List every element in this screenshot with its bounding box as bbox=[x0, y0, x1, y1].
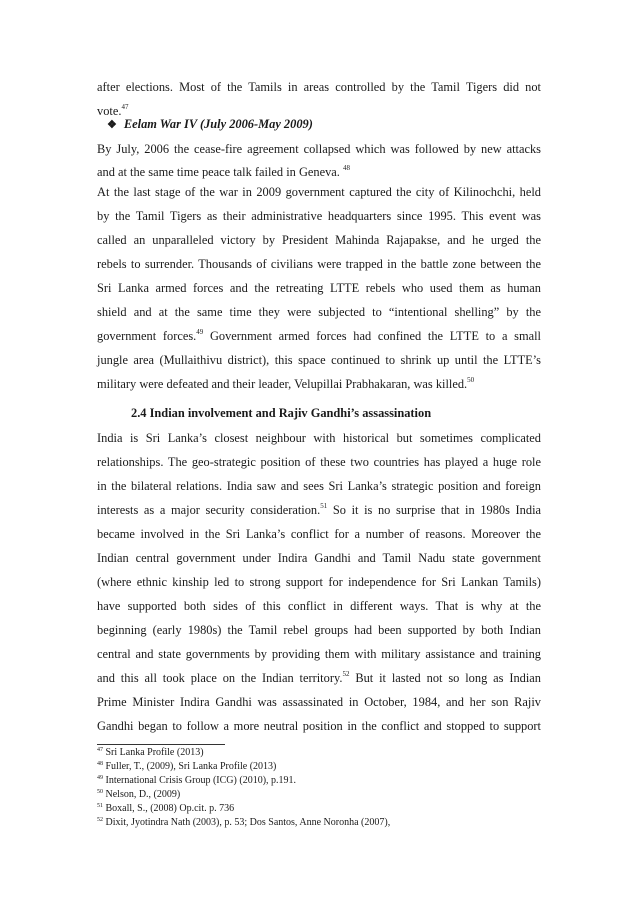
body-line: in the bilateral relations. India saw and sees Sri Lanka’s strategic position and foreign bbox=[97, 479, 541, 493]
diamond-bullet-icon: ❖ bbox=[107, 119, 117, 131]
body-line: became involved in the Sri Lanka’s conflict for a number of reasons. Moreover the bbox=[97, 527, 541, 541]
footnote: $^{51}$ Boxall, S., (2008) Op.cit. p. 736 bbox=[97, 803, 235, 814]
body-line: Indian central government under Indira Gandhi and Tamil Nadu state government bbox=[97, 551, 541, 565]
body-line: vote.$^{47}$ bbox=[97, 103, 129, 118]
footnote-ref: 47 bbox=[121, 103, 129, 111]
footnote-ref: 50 bbox=[467, 376, 475, 384]
body-line: shield and at the same time they were subjected to “intentional shelling” by the bbox=[97, 305, 541, 319]
footnote-ref: 51 bbox=[320, 502, 328, 510]
body-line: have supported both sides of this conflict in different ways. That is why at the bbox=[97, 599, 541, 613]
body-line: (where ethnic kinship led to strong support for independence for Sri Lankan Tamils) bbox=[97, 575, 541, 589]
section-heading: 2.4 Indian involvement and Rajiv Gandhi’s assassination bbox=[131, 406, 432, 420]
body-line: called an unparalleled victory by President Mahinda Rajapakse, and he urged the bbox=[97, 233, 541, 247]
footnote: $^{47}$ Sri Lanka Profile (2013) bbox=[97, 747, 204, 758]
footnote: $^{50}$ Nelson, D., (2009) bbox=[97, 789, 181, 800]
body-line: rebels to surrender. Thousands of civilians were trapped in the battle zone between the bbox=[97, 257, 541, 271]
body-line: after elections. Most of the Tamils in areas controlled by the Tamil Tigers did not bbox=[97, 80, 541, 94]
footnote: $^{52}$ Dixit, Jyotindra Nath (2003), p. 53; Dos Santos, Anne Noronha (2007), bbox=[97, 817, 391, 828]
footnote: $^{49}$ International Crisis Group (ICG) (2010), p.191. bbox=[97, 775, 297, 786]
footnote-ref: 52 bbox=[342, 670, 350, 678]
footnote-ref: 49 bbox=[196, 328, 204, 336]
body-line: interests as a major security consideration.$^{51}$ So it is no surprise that in 1980s India bbox=[97, 502, 542, 517]
body-line: jungle area (Mullaithivu district), this space continued to shrink up until the LTTE’s bbox=[97, 353, 541, 367]
body-line: At the last stage of the war in 2009 government captured the city of Kilinochchi, held bbox=[97, 185, 541, 199]
body-line: central and state governments by providing them with military assistance and training bbox=[97, 647, 541, 661]
footnote: $^{48}$ Fuller, T., (2009), Sri Lanka Profile (2013) bbox=[97, 761, 277, 772]
body-line: Sri Lanka armed forces and the retreating LTTE rebels who used them as human bbox=[97, 281, 541, 295]
body-line: relationships. The geo-strategic position of these two countries has played a huge role bbox=[97, 455, 541, 469]
body-line: by the Tamil Tigers as their administrative headquarters since 1995. This event was bbox=[97, 209, 541, 223]
body-line: Prime Minister Indira Gandhi was assassinated in October, 1984, and her son Rajiv bbox=[97, 695, 541, 709]
subsection-heading: ❖ Eelam War IV (July 2006-May 2009) bbox=[107, 117, 313, 131]
body-line: beginning (early 1980s) the Tamil rebel groups had been supported by both Indian bbox=[97, 623, 541, 637]
body-line: By July, 2006 the cease-fire agreement collapsed which was followed by new attacks bbox=[97, 142, 541, 156]
body-line: government forces.$^{49}$ Government armed forces had confined the LTTE to a small bbox=[97, 328, 541, 343]
footnote-divider bbox=[97, 744, 225, 745]
body-line: and this all took place on the Indian territory.$^{52}$ But it lasted not so long as Indian bbox=[97, 670, 541, 685]
body-line: military were defeated and their leader, Velupillai Prabhakaran, was killed.$^{50}$ bbox=[97, 376, 475, 391]
body-line: India is Sri Lanka’s closest neighbour with historical but sometimes complicated bbox=[97, 431, 541, 445]
body-line: and at the same time peace talk failed in Geneva. $^{48}$ bbox=[97, 164, 350, 179]
body-line: Gandhi began to follow a more neutral position in the conflict and stopped to support bbox=[97, 719, 541, 733]
footnote-ref: 48 bbox=[343, 164, 350, 172]
